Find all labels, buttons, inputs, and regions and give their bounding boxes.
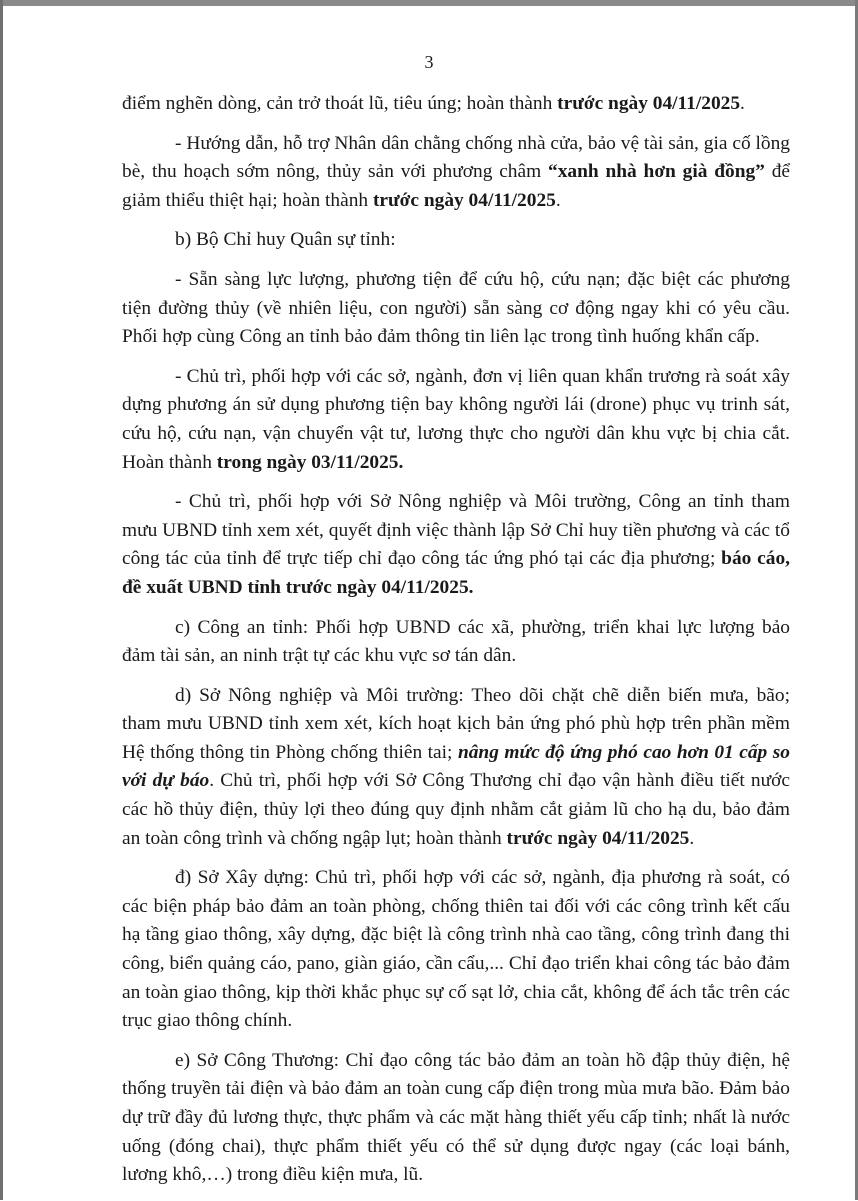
text-run: đ) Sở Xây dựng: Chủ trì, phối hợp với các sở, ngành, địa phương rà soát, có các biện pháp bảo đảm an toàn phòng, chống thiên tai đối với các công trình kết cấu hạ tầng giao thông, xây dựng, đặc biệt là công trình nhà cao tầng, công trình đang thi công, biển quảng cáo, pano, giàn giáo, cần cẩu,... Chỉ đạo triển khai công tác bảo đảm an toàn giao thông, kịp thời khắc phục sự cố sạt lở, chia cắt, không để ách tắc trên các trục giao thông chính. <box>122 867 790 1032</box>
emphasis-run: trong ngày 03/11/2025. <box>216 451 404 473</box>
text-run: c) Công an tỉnh: Phối hợp UBND các xã, phường, triển khai lực lượng bảo đảm tài sản, an ninh trật tự các khu vực sơ tán dân. <box>122 616 790 667</box>
text-run: e) Sở Công Thương: Chỉ đạo công tác bảo đảm an toàn hồ đập thủy điện, hệ thống truyền tải điện và bảo đảm an toàn cung cấp điện trong mùa mưa bão. Đảm bảo dự trữ đầy đủ lương thực, thực phẩm và các mặt hàng thiết yếu cấp tỉnh; nhất là nước uống (đóng chai), thực phẩm thiết yếu có thể sử dụng được ngay (các loại bánh, lương khô,…) trong điều kiện mưa, lũ. <box>122 1049 790 1186</box>
text-run: để giảm thiểu thiệt hại; hoàn thành <box>122 161 790 211</box>
paragraph-p8 <box>122 864 790 1036</box>
document-body <box>122 90 790 1201</box>
paragraph-p1 <box>122 130 790 216</box>
text-run: . Chủ trì, phối hợp với Sở Công Thương chỉ đạo vận hành điều tiết nước các hồ thủy điện, thủy lợi theo đúng quy định nhằm cắt giảm lũ cho hạ du, bảo đảm an toàn công trình và chống ngập lụt; hoàn thành <box>122 770 790 849</box>
emphasis-run: “xanh nhà hơn già đồng” <box>548 161 765 183</box>
paragraph-p9 <box>122 1047 790 1190</box>
paragraph-p3 <box>122 266 790 352</box>
text-run: - Chủ trì, phối hợp với Sở Nông nghiệp và Môi trường, Công an tỉnh tham mưu UBND tỉnh xem xét, quyết định việc thành lập Sở Chỉ huy tiền phương và các tổ công tác của tỉnh để trực tiếp chỉ đạo công tác ứng phó tại các địa phương; <box>122 491 790 570</box>
emphasis-run: trước ngày 04/11/2025 <box>557 93 741 114</box>
emphasis-run: nâng mức độ ứng phó cao hơn 01 cấp so với dự báo <box>122 741 790 792</box>
paragraph-p0 <box>122 90 790 119</box>
text-run: . <box>740 93 745 114</box>
emphasis-run: trước ngày 04/11/2025 <box>506 827 690 849</box>
text-run: - Sẵn sàng lực lượng, phương tiện để cứu hộ, cứu nạn; đặc biệt các phương tiện đường thủy (về nhiên liệu, con người) sẵn sàng cơ động ngay khi có yêu cầu. Phối hợp cùng Công an tỉnh bảo đảm thông tin liên lạc trong tình huống khẩn cấp. <box>122 268 790 348</box>
emphasis-run: trước ngày 04/11/2025 <box>372 189 556 211</box>
text-run: - Chủ trì, phối hợp với các sở, ngành, đơn vị liên quan khẩn trương rà soát xây dựng phương án sử dụng phương tiện bay không người lái (drone) phục vụ trinh sát, cứu hộ, cứu nạn, vận chuyển vật tư, lương thực cho người dân khu vực bị chia cắt. Hoàn thành <box>122 365 790 473</box>
text-run: - Hướng dẫn, hỗ trợ Nhân dân chằng chống nhà cửa, bảo vệ tài sản, gia cố lồng bè, thu hoạch sớm nông, thủy sản với phương châm <box>122 132 790 183</box>
paragraph-p2 <box>122 226 790 255</box>
paragraph-p4 <box>122 363 790 477</box>
text-run: b) Bộ Chỉ huy Quân sự tỉnh: <box>175 229 396 251</box>
text-run: d) Sở Nông nghiệp và Môi trường: Theo dõi chặt chẽ diễn biến mưa, bão; tham mưu UBND tỉnh xem xét, kích hoạt kịch bản ứng phó phù hợp trên phần mềm Hệ thống thông tin Phòng chống thiên tai; <box>122 684 790 763</box>
text-run: . <box>555 189 561 211</box>
text-run: . <box>689 827 695 849</box>
paragraph-p7 <box>122 682 790 854</box>
page-number: 3 <box>424 52 434 72</box>
document-page <box>3 6 855 1200</box>
paragraph-p5 <box>122 488 790 602</box>
text-run: điểm nghẽn dòng, cản trở thoát lũ, tiêu úng; hoàn thành <box>122 93 558 114</box>
emphasis-run: báo cáo, đề xuất UBND tỉnh trước ngày 04/11/2025. <box>122 548 790 598</box>
paragraph-p6 <box>122 614 790 671</box>
